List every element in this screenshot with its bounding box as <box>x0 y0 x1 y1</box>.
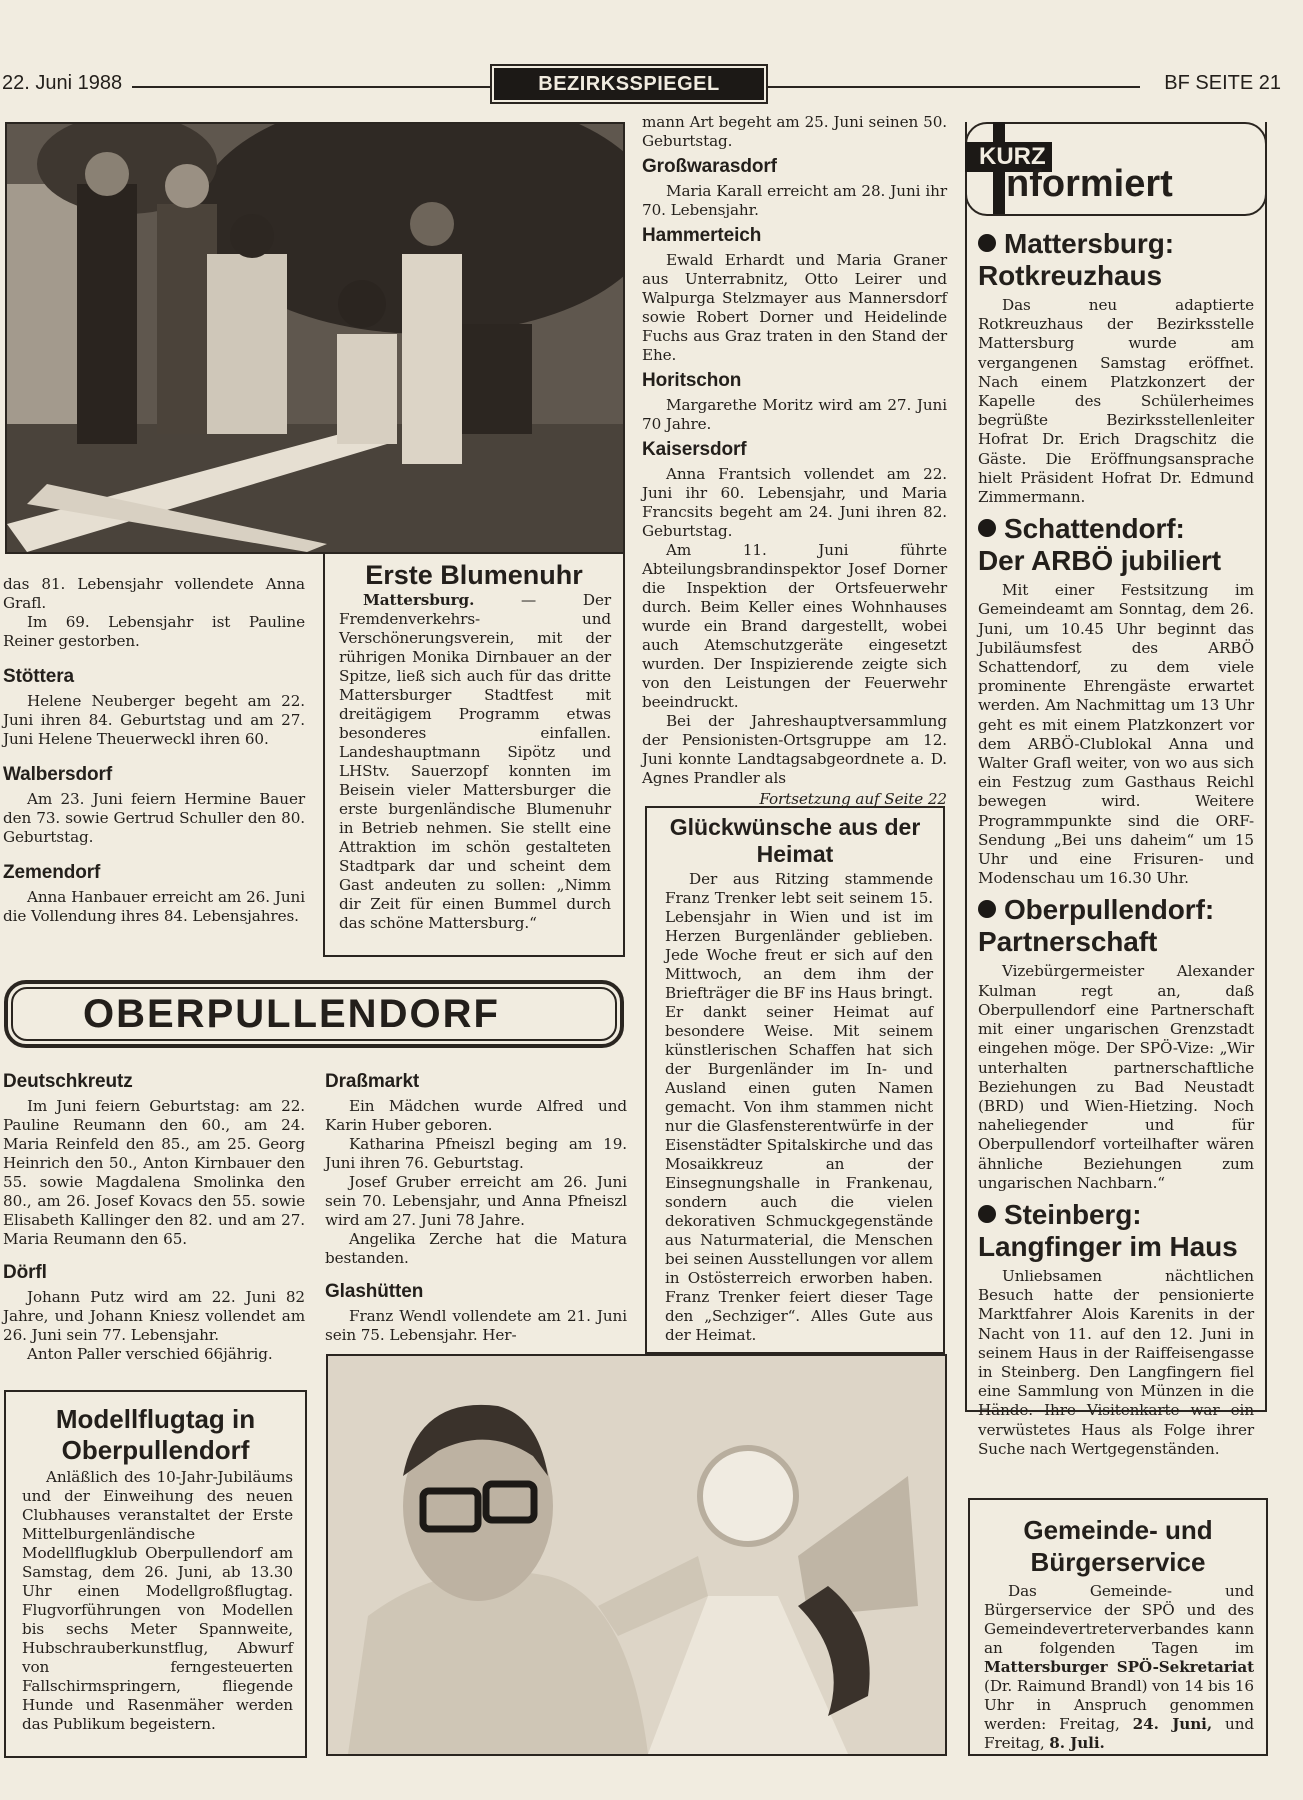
date-bold: 8. Juli. <box>1049 1734 1105 1752</box>
news-item <box>978 228 1254 507</box>
paragraph: mann Art begeht am 25. Juni seinen 50. Geburtstag. <box>642 113 947 150</box>
bullet-icon <box>978 1205 996 1223</box>
paragraph: Im Juni feiern Geburtstag: am 22. Pauline Reumann den 60., am 24. Maria Reinfeld den 85., am 25. Georg Heinrich den 50., Anton Kirnbauer den 55. sowie Magdalena Smolinka den 80., am 26. Josef Kovacs den 55. sowie Elisabeth Kallinger den 82. und am 27. Maria Reumann den 65. <box>3 1097 305 1248</box>
news-title-topic: Langfinger im Haus <box>978 1230 1238 1262</box>
paragraph: Anna Hanbauer erreicht am 26. Juni die Vollendung ihres 84. Lebensjahres. <box>3 888 305 925</box>
news-item <box>978 1199 1254 1459</box>
paragraph: Angelika Zerche hat die Matura bestanden. <box>325 1230 627 1267</box>
paragraph: Bei der Jahreshauptversammlung der Pensionisten-Ortsgruppe am 12. Juni konnte Landtagsabgeordnete a. D. Agnes Prandler als <box>642 712 947 787</box>
middle-top-column <box>642 113 947 809</box>
header-rule-right <box>768 86 1140 88</box>
place-heading: Kaisersdorf <box>642 439 747 460</box>
oberpullendorf-column-2 <box>325 1066 627 1345</box>
article-glueckwuensche <box>645 806 945 1354</box>
news-title-place: Schattendorf: <box>1004 513 1185 545</box>
paragraph: Katharina Pfneiszl beging am 19. Juni ihren 76. Geburtstag. <box>325 1135 627 1172</box>
place-heading: Zemendorf <box>3 862 101 883</box>
section-masthead <box>490 64 768 104</box>
header-rule-left <box>132 86 490 88</box>
article-body: Anläßlich des 10-Jahr-Jubiläums und der Einweihung des neuen Clubhauses veranstaltet der Erste Mittelburgenländische Modellflugklub Oberpullendorf am Samstag, dem 26. Juni, ab 13.30 Uhr einen Modellgroßflugtag. Flugvorführungen von Modellen bis sechs Meter Spannweite, Hubschrauberkunstflug, Abwurf von ferngesteuerten Fallschirmspringern, fliegende Hunde und Rasenmäher werden das Publikum begeistern. <box>22 1468 293 1733</box>
article-body: Das Gemeinde- und Bürgerservice der SPÖ und des Gemeindevertreterverbandes kann an folgenden Tagen im Mattersburger SPÖ-Sekretariat (Dr. Raimund Brandl) von 14 bis 16 Uhr in Anspruch genommen werden: Freitag, 24. Juni, und Freitag, 8. Juli. <box>984 1582 1255 1752</box>
news-title-place: Mattersburg: <box>1004 228 1174 259</box>
paragraph: Am 11. Juni führte Abteilungsbrandinspektor Josef Dorner die Inspektion der Ortsfeuerwehr durch. Beim Keller eines Wohnhauses wurde ein Brand dargestellt, wobei auch Atemschutzgeräte eingesetzt wurden. Der Inspizierende zeigte sich von den Leistungen der Feuerwehr beeindruckt. <box>642 541 947 711</box>
news-body: Mit einer Festsitzung im Gemeindeamt am Sonntag, dem 26. Juni, um 10.45 Uhr beginnt das Jubiläumsfest des ARBÖ Schattendorf, zu dem viele prominente Ehrengäste erwartet werden. Am Nachmittag um 13 Uhr geht es mit einem Platzkonzert vor dem ARBÖ-Clublokal Anna und Walter Grafl weiter, von wo aus sich ein Festzug zum Gasthaus Reichl bewegen wird. Weitere Programmpunkte sind die ORF-Sendung „Bei uns daheim“ um 15 Uhr und eine Frisuren- und Modenschau um 16.30 Uhr. <box>978 581 1254 888</box>
paragraph: Im 69. Lebensjahr ist Pauline Reiner gestorben. <box>3 613 305 650</box>
issue-date: 22. Juni 1988 <box>2 72 123 94</box>
news-item <box>978 513 1254 888</box>
paragraph: Josef Gruber erreicht am 26. Juni sein 70. Lebensjahr, und Anna Pfneiszl wird am 27. Juni 78 Jahre. <box>325 1173 627 1229</box>
news-title-topic: Partnerschaft <box>978 926 1158 958</box>
bullet-icon <box>978 519 996 537</box>
paragraph: Ein Mädchen wurde Alfred und Karin Huber geboren. <box>325 1097 627 1134</box>
place-heading: Horitschon <box>642 370 742 391</box>
paragraph: Franz Wendl vollendete am 21. Juni sein 75. Lebensjahr. Her- <box>325 1307 627 1344</box>
photo-blumenuhr <box>5 122 625 554</box>
news-item <box>978 894 1254 1192</box>
place-heading: Deutschkreutz <box>3 1071 133 1092</box>
news-body: Unliebsamen nächtlichen Besuch hatte der pensionierte Marktfahrer Alois Karenits in der Nacht von 11. auf den 12. Juni in seinem Haus in der Raiffeisengasse in Steinberg. Den Langfingern fiel eine Sammlung von Münzen in die Hände. Ihre Visitenkarte war ein verwüstetes Haus als Folge ihrer Suche nach Wertgegenständen. <box>978 1266 1254 1458</box>
continuation-link[interactable]: Fortsetzung auf Seite 22 <box>759 790 947 808</box>
article-body: Der aus Ritzing stammende Franz Trenker lebt seit seinem 15. Lebensjahr in Wien und ist im Herzen Burgenländer geblieben. Jede Woche freut er sich auf den Mittwoch, an dem ihm der Briefträger die BF ins Haus bringt. Er dankt seiner Heimat auf besondere Weise. Mit seinem künstlerischen Schaffen hat sich der Burgenländer im In- und Ausland einen guten Namen gemacht. Von ihm stammen nicht nur die Glasfensterentwürfe in der Eisenstädter Spitalskirche und das Mosaikkreuz an der Einsegnungshalle in Frankenau, sondern auch die vielen dekorativen Schmuckgegenstände aus Naturmaterial, die Menschen bei seinen Ausstellungen vor allem in Ostösterreich erworben haben. Franz Trenker feiert dieser Tage den „Sechziger“. Alles Gute aus der Heimat. <box>665 870 933 1344</box>
paragraph: Helene Neuberger begeht am 22. Juni ihren 84. Geburtstag und am 27. Juni Helene Theuerweckl ihren 60. <box>3 692 305 748</box>
place-heading: Walbersdorf <box>3 764 113 785</box>
photo-trenker <box>326 1354 947 1756</box>
photo-man-with-straw-angel-image <box>328 1356 945 1754</box>
article-buergerservice <box>968 1498 1268 1756</box>
article-title: Erste Blumenuhr <box>365 560 583 590</box>
paragraph: Ewald Erhardt und Maria Graner aus Unterrabnitz, Otto Leirer und Walpurga Stelzmayer aus Mannersdorf sowie Robert Dorner und Heidelinde Fuchs aus Graz traten in den Stand der Ehe. <box>642 251 947 364</box>
paragraph: Johann Putz wird am 22. Juni 82 Jahre, und Johann Kniesz vollendet am 26. Juni sein 77. Lebensjahr. <box>3 1288 305 1344</box>
article-body: — Der Fremdenverkehrs- und Verschönerungsverein, mit der rührigen Monika Dirnbauer an der Spitze, ließ sich auch für das dritte Mattersburger Stadtfest mit dreitägigem Programm etwas besonderes einfallen. Landeshauptmann Sipötz und LHStv. Sauerzopf konnten im Beisein vieler Mattersburger die erste burgenländische Blumenuhr in Betrieb nehmen. Sie stellt eine Attraktion im schön gestalteten Stadtpark dar und scheint dem Gast andeuten zu sollen: „Nimm dir Zeit für einen Bummel durch das schöne Mattersburg.“ <box>339 591 611 932</box>
photo-children-flower-clock-image <box>7 124 623 552</box>
paragraph: Margarethe Moritz wird am 27. Juni 70 Jahre. <box>642 396 947 433</box>
region-title: OBERPULLENDORF <box>83 991 500 1036</box>
article-title: Modellflugtag in Oberpullendorf <box>55 1404 256 1465</box>
article-title: Gemeinde- und Bürgerservice <box>1023 1515 1213 1577</box>
news-title-place: Steinberg: <box>1004 1198 1142 1230</box>
section-title: BEZIRKSSPIEGEL <box>494 68 764 100</box>
kurz-informiert-items <box>978 222 1254 1459</box>
region-banner <box>4 980 624 1048</box>
left-top-column <box>3 575 305 926</box>
place-heading: Dörfl <box>3 1262 47 1283</box>
oberpullendorf-column-1 <box>3 1066 305 1364</box>
paragraph: Maria Karall erreicht am 28. Juni ihr 70. Lebensjahr. <box>642 182 947 219</box>
date-bold: 24. Juni, <box>1132 1715 1213 1733</box>
bullet-icon <box>978 900 996 918</box>
article-modellflugtag <box>4 1390 307 1758</box>
place-heading: Stöttera <box>3 666 74 687</box>
page-number: BF SEITE 21 <box>1164 72 1281 94</box>
news-body: Das neu adaptierte Rotkreuzhaus der Bezirksstelle Mattersburg wurde am vergangenen Samstag eröffnet. Nach einem Platzkonzert der Kapelle des Schülerheimes begrüßte Bezirksstellenleiter Hofrat Dr. Erich Dragschitz die Gäste. Die Eröffnungsansprache hielt Präsident Hofrat Dr. Edmund Zimmermann. <box>978 296 1254 507</box>
place-heading: Glashütten <box>325 1281 424 1302</box>
logo-kurz: KURZ <box>965 142 1052 172</box>
news-body: Vizebürgermeister Alexander Kulman regt an, daß Oberpullendorf eine Partnerschaft mit einer ungarischen Grenzstadt eingehen möge. Der SPÖ-Vize: „Wir unterhalten partnerschaftliche Beziehungen zu Bad Neustadt (BRD) und Wien-Hietzing. Noch naheliegender und für Oberpullendorf vorteilhafter wären ähnliche Beziehungen zum ungarischen Nachbarn.“ <box>978 962 1254 1192</box>
paragraph: Am 23. Juni feiern Hermine Bauer den 73. sowie Gertrud Schuller den 80. Geburtstag. <box>3 790 305 846</box>
location-bold: Mattersburger SPÖ-Sekretariat <box>984 1658 1254 1676</box>
article-title: Glückwünsche aus der Heimat <box>669 814 921 867</box>
place-heading: Hammerteich <box>642 225 762 246</box>
kurz-informiert-logo <box>965 122 1267 216</box>
bullet-icon <box>978 234 996 252</box>
logo-informiert: nformiert <box>1006 163 1173 205</box>
paragraph: das 81. Lebensjahr vollendete Anna Grafl. <box>3 575 305 612</box>
dateline: Mattersburg. <box>363 591 475 609</box>
news-title-place: Oberpullendorf: <box>1004 894 1215 926</box>
article-blumenuhr <box>323 553 625 957</box>
news-title-topic: Rotkreuzhaus <box>978 260 1162 291</box>
paragraph: Anna Frantsich vollendet am 22. Juni ihr 60. Lebensjahr, und Maria Francsits begeht am 24. Juni ihren 82. Geburtstag. <box>642 465 947 540</box>
paragraph: Anton Paller verschied 66jährig. <box>27 1345 273 1363</box>
place-heading: Draßmarkt <box>325 1071 420 1092</box>
place-heading: Großwarasdorf <box>642 156 777 177</box>
news-title-topic: Der ARBÖ jubiliert <box>978 545 1221 577</box>
